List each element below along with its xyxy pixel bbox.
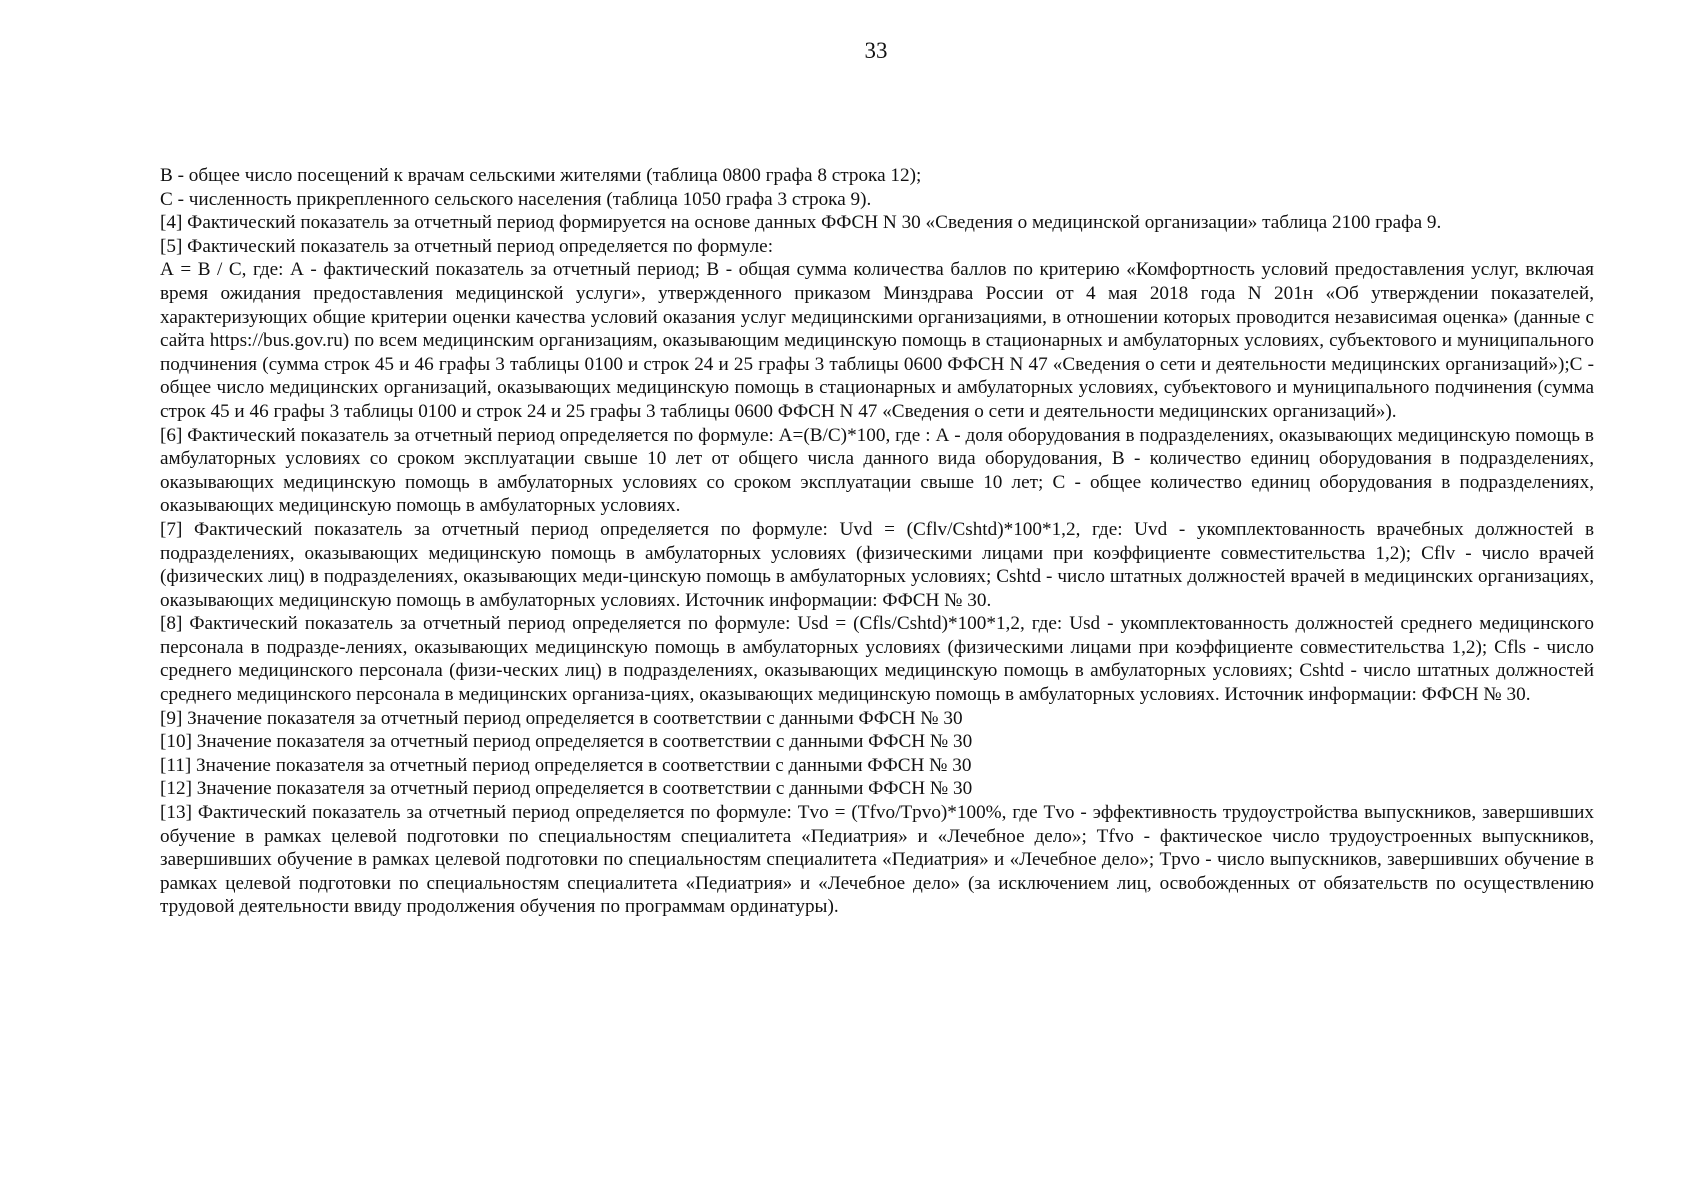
page-number: 33: [864, 38, 888, 63]
document-body: [160, 164, 1594, 919]
footnote-8: [8] Фактический показатель за отчетный период определяется по формуле: Usd = (Cfls/Cshtd)*100*1,2, где: Usd - укомплектованность должностей среднего медицинского персонала в подразде-лениях, оказывающих медицинскую помощь в амбулаторных условиях (физическими лицами при коэффициенте совместительства 1,2); Cfls - число среднего медицинского персонала (физи-ческих лиц) в подразделениях, оказывающих медицинскую помощь в амбулаторных условиях; Cshtd - число штатных должностей среднего медицинского персонала в медицинских организа-циях, оказывающих медицинскую помощь в амбулаторных условиях. Источник информации: ФФСН № 30.: [160, 613, 1594, 706]
footnote-12: [12] Значение показателя за отчетный период определяется в соответствии с данными ФФСН № 30: [160, 778, 973, 800]
footnote-4: [4] Фактический показатель за отчетный период формируется на основе данных ФФСН N 30 «Сведения о медицинской организации» таблица 2100 графа 9.: [160, 212, 1442, 234]
footnote-6: [6] Фактический показатель за отчетный период определяется по формуле: А=(В/С)*100, где : А - доля оборудования в подразделениях, оказывающих медицинскую помощь в амбулаторных условиях со сроком эксплуатации свыше 10 лет от общего числа данного вида оборудования, В - количество единиц оборудования в подразделениях, оказывающих медицинскую помощь в амбулаторных условиях со сроком эксплуатации свыше 10 лет; С - общее количество единиц оборудования в подразделениях, оказывающих медицинскую помощь в амбулаторных условиях.: [160, 424, 1594, 517]
footnote-10: [10] Значение показателя за отчетный период определяется в соответствии с данными ФФСН № 30: [160, 731, 973, 753]
footnote-13: [13] Фактический показатель за отчетный период определяется по формуле: Tvo = (Tfvo/Tpvo)*100%, где Tvo - эффективность трудоустройства выпускников, завершивших обучение в рамках целевой подготовки по специальностям специалитета «Педиатрия» и «Лечебное дело»; Tfvo - фактическое число трудоустроенных выпускников, завершивших обучение в рамках целевой подготовки по специальностям специалитета «Педиатрия» и «Лечебное дело»; Tpvo - число выпускников, завершивших обучение в рамках целевой подготовки по специальностям специалитета «Педиатрия» и «Лечебное дело» (за исключением лиц, освобожденных от обязательств по осуществлению трудовой деятельности ввиду продолжения обучения по программам ординатуры).: [160, 802, 1594, 918]
footnote-5-formula: А = В / С, где: А - фактический показатель за отчетный период; В - общая сумма количества баллов по критерию «Комфортность условий предоставления услуг, включая время ожидания предоставления медицинской услуги», утвержденного приказом Минздрава России от 4 мая 2018 года N 201н «Об утверждении показателей, характеризующих общие критерии оценки качества условий оказания услуг медицинскими организациями, в отношении которых проводится независимая оценка» (данные с сайта https://bus.gov.ru) по всем медицинским организациям, оказывающим медицинскую помощь в стационарных и амбулаторных условиях, субъектового и муниципального подчинения (сумма строк 45 и 46 графы 3 таблицы 0100 и строк 24 и 25 графы 3 таблицы 0600 ФФСН N 47 «Сведения о сети и деятельности медицинских организаций»);С - общее число медицинских организаций, оказывающих медицинскую помощь в стационарных и амбулаторных условиях, субъектового и муниципального подчинения (сумма строк 45 и 46 графы 3 таблицы 0100 и строк 24 и 25 графы 3 таблицы 0600 ФФСН N 47 «Сведения о сети и деятельности медицинских организаций»).: [160, 259, 1594, 422]
footnote-11: [11] Значение показателя за отчетный период определяется в соответствии с данными ФФСН № 30: [160, 754, 972, 776]
paragraph-c-definition: С - численность прикрепленного сельского населения (таблица 1050 графа 3 строка 9).: [160, 188, 872, 210]
paragraph-b-definition: В - общее число посещений к врачам сельскими жителями (таблица 0800 графа 8 строка 12);: [160, 165, 922, 186]
footnote-7: [7] Фактический показатель за отчетный период определяется по формуле: Uvd = (Cflv/Cshtd)*100*1,2, где: Uvd - укомплектованность врачебных должностей в подразделениях, оказывающих медицинскую помощь в амбулаторных условиях (физическими лицами при коэффициенте совместительства 1,2); Cflv - число врачей (физических лиц) в подразделениях, оказывающих меди-цинскую помощь в амбулаторных условиях; Cshtd - число штатных должностей врачей в медицинских организациях, оказывающих медицинскую помощь в амбулаторных условиях. Источник информации: ФФСН № 30.: [160, 518, 1594, 611]
footnote-5: [5] Фактический показатель за отчетный период определяется по формуле:: [160, 235, 774, 257]
footnote-9: [9] Значение показателя за отчетный период определяется в соответствии с данными ФФСН № 30: [160, 707, 963, 729]
